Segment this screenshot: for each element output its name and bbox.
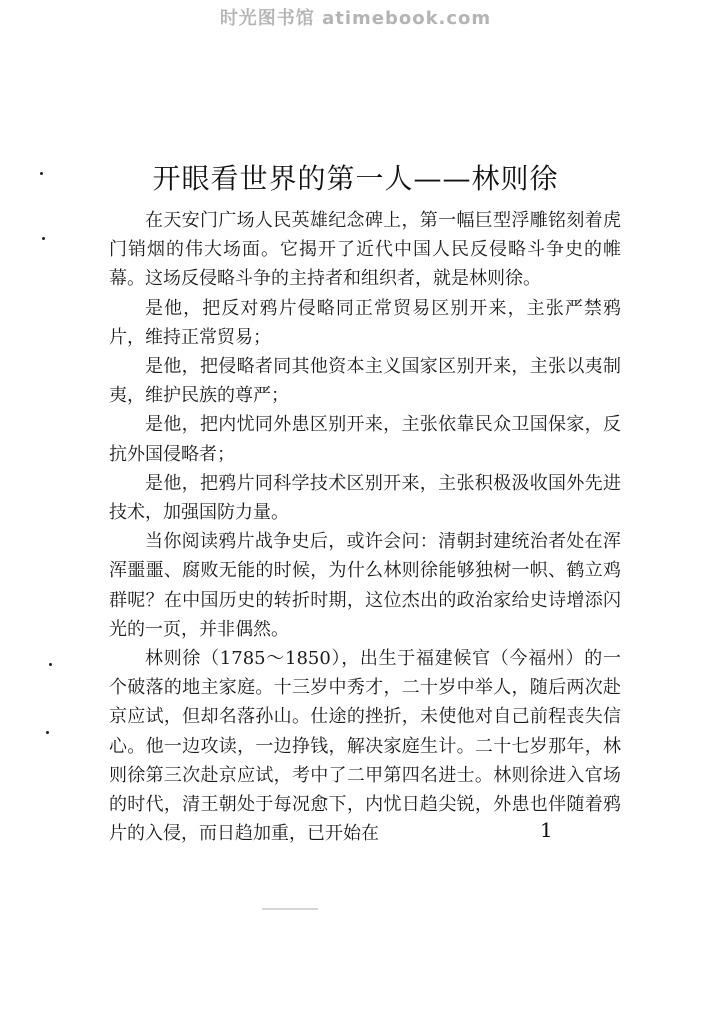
paragraph: 是他，把侵略者同其他资本主义国家区别开来，主张以夷制夷，维护民族的尊严； — [109, 356, 621, 407]
paragraph: 林则徐（1785～1850），出生于福建候官（今福州）的一个破落的地主家庭。十三岁中秀才，二十岁中举人，随后两次赴京应试，但却名落孙山。仕途的挫折，未使他对自己前程丧失信心。他一边攻读，一边挣钱，解决家庭生计。二十七岁那年，林则徐第三次赴京应试，考中了二甲第四名进士。林则徐进入官场的时代，清王朝处于每况愈下，内忧日趋尖锐，外患也伴随着鸦片的入侵，而日趋加重，已开始在 — [109, 648, 621, 845]
scan-smudge — [262, 908, 318, 910]
scan-dot — [49, 663, 52, 666]
paragraph: 是他，把反对鸦片侵略同正常贸易区别开来，主张严禁鸦片，维持正常贸易； — [109, 297, 621, 348]
scan-dot — [42, 237, 45, 240]
scan-dot — [46, 731, 49, 734]
paragraph: 当你阅读鸦片战争史后，或许会问：清朝封建统治者处在浑浑噩噩、腐败无能的时候，为什么林则徐能够独树一帜、鹤立鸡群呢？在中国历史的转折时期，这位杰出的政治家给史诗增添闪光的一页，并非偶然。 — [109, 531, 621, 640]
page-number: 1 — [540, 818, 553, 842]
paragraph: 是他，把内忧同外患区别开来，主张依靠民众卫国保家，反抗外国侵略者； — [109, 414, 621, 465]
page-title: 开眼看世界的第一人——林则徐 — [152, 162, 559, 195]
paragraph: 在天安门广场人民英雄纪念碑上，第一幅巨型浮雕铭刻着虎门销烟的伟大场面。它揭开了近代中国人民反侵略斗争史的帷幕。这场反侵略斗争的主持者和组织者，就是林则徐。 — [109, 210, 621, 290]
scan-dot — [40, 172, 43, 175]
watermark: 时光图书馆 atimebook.com — [219, 8, 492, 29]
body-text — [109, 206, 621, 848]
paragraph: 是他，把鸦片同科学技术区别开来，主张积极汲收国外先进技术，加强国防力量。 — [109, 472, 621, 524]
